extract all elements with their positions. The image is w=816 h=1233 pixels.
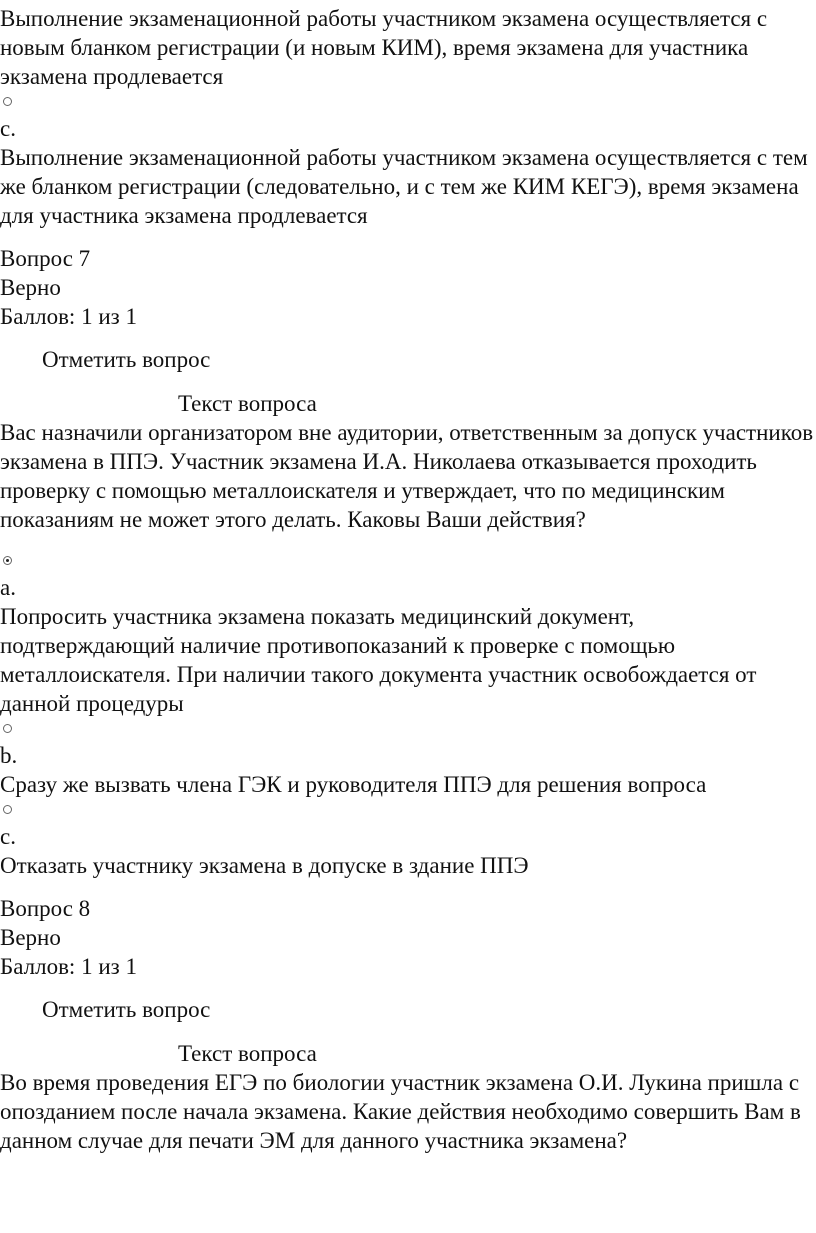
question-7-text-label: Текст вопроса <box>178 391 317 416</box>
q7-option-a-text: Попросить участника экзамена показать медицинский документ, подтверждающий наличие противопоказаний к проверке с помощью металлоискателя. При наличии такого документа участник освобождается от данной процедуры <box>0 604 757 716</box>
question-7-info <box>0 244 814 331</box>
question-7-title: Вопрос 7 <box>0 246 91 271</box>
question-8-flag-link[interactable]: Отметить вопрос <box>42 997 211 1022</box>
answer-option-c-text: Выполнение экзаменационной работы участником экзамена осуществляется с тем же бланком регистрации (следовательно, и с тем же КИМ КЕГЭ), время экзамена для участника экзамена продлевается <box>0 145 808 228</box>
question-8-score: Баллов: 1 из 1 <box>0 954 137 979</box>
q7-option-c-text: Отказать участнику экзамена в допуске в здание ППЭ <box>0 853 529 878</box>
q7-option-b-text: Сразу же вызвать члена ГЭК и руководителя ППЭ для решения вопроса <box>0 772 707 797</box>
question-8-info <box>0 894 814 981</box>
q7-radio-option-a[interactable] <box>3 556 12 565</box>
question-7-text: Вас назначили организатором вне аудитории, ответственным за допуск участников экзамена в ППЭ. Участник экзамена И.А. Николаева отказывается проходить проверку с помощью металлоискателя и утверждает, что по медицинским показаниям не может этого делать. Каковы Ваши действия? <box>0 420 814 532</box>
quiz-review-page <box>0 4 814 1155</box>
question-8-text-label: Текст вопроса <box>178 1041 317 1066</box>
q7-radio-option-b[interactable] <box>3 724 12 733</box>
q7-radio-option-c[interactable] <box>3 805 12 814</box>
option-letter-c: c. <box>0 116 16 141</box>
q7-option-letter-b: b. <box>0 743 18 768</box>
question-7-status: Верно <box>0 275 61 300</box>
question-7-flag-link[interactable]: Отметить вопрос <box>42 347 211 372</box>
q7-option-letter-a: a. <box>0 575 16 600</box>
question-7-score: Баллов: 1 из 1 <box>0 304 137 329</box>
question-8-title: Вопрос 8 <box>0 896 91 921</box>
question-8-status: Верно <box>0 925 61 950</box>
answer-option-b-text: Выполнение экзаменационной работы участником экзамена осуществляется с новым бланком регистрации (и новым КИМ), время экзамена для участника экзамена продлевается <box>0 6 768 89</box>
radio-option-c[interactable] <box>3 97 12 106</box>
q7-option-letter-c: c. <box>0 824 16 849</box>
question-8-text: Во время проведения ЕГЭ по биологии участник экзамена О.И. Лукина пришла с опозданием после начала экзамена. Какие действия необходимо совершить Вам в данном случае для печати ЭМ для данного участника экзамена? <box>0 1070 801 1153</box>
